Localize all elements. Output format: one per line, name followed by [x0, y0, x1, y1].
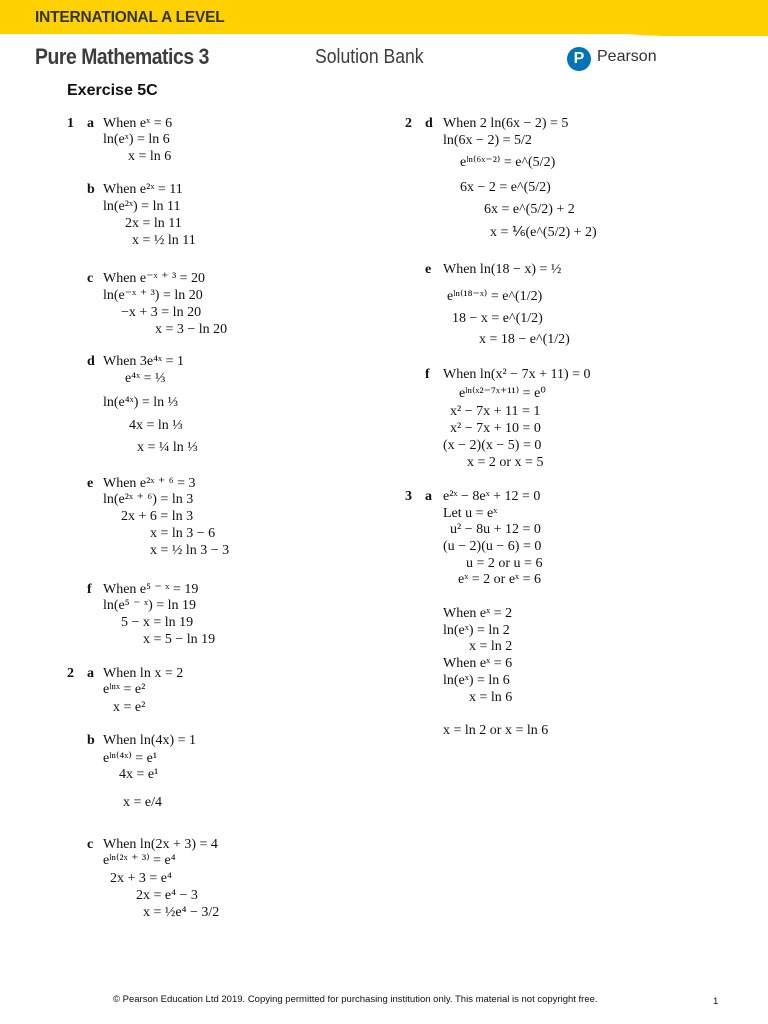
solution-line: When ln x = 2 [103, 666, 184, 681]
header-banner [0, 0, 768, 36]
solution-line: −x + 3 = ln 20 [121, 305, 202, 320]
question-part: a [87, 116, 94, 131]
solution-line: When 3e⁴ˣ = 1 [103, 354, 184, 369]
solution-line: 2x + 3 = e⁴ [110, 871, 172, 886]
solution-line: x = ln 6 [469, 690, 513, 705]
question-number: 2 [67, 666, 74, 681]
question-part: c [87, 837, 94, 852]
exercise-heading: Exercise 5C [67, 82, 158, 99]
solution-line: x² − 7x + 11 = 1 [450, 404, 541, 419]
solution-line: eˣ = 2 or eˣ = 6 [458, 572, 541, 587]
pearson-logo [567, 46, 663, 74]
question-part: f [87, 582, 92, 597]
solution-line: Let u = eˣ [443, 506, 498, 521]
solution-line: 2x = ln 11 [125, 216, 182, 231]
solution-line: 5 − x = ln 19 [121, 615, 194, 630]
pearson-logo-icon: P [567, 47, 591, 71]
question-part: e [87, 476, 94, 491]
solution-line: ln(eˣ) = ln 2 [443, 623, 510, 638]
solution-line: 2x + 6 = ln 3 [121, 509, 194, 524]
solution-line: x = ½e⁴ − 3/2 [143, 905, 220, 920]
solution-line: When ln(2x + 3) = 4 [103, 837, 218, 852]
solution-line: 2x = e⁴ − 3 [136, 888, 198, 903]
solution-line: eˡⁿ⁽²ˣ ⁺ ³⁾ = e⁴ [103, 853, 176, 868]
solution-line: x = e² [113, 700, 146, 715]
page-subtitle: Solution Bank [315, 46, 424, 68]
solution-line: 4x = e¹ [119, 767, 159, 782]
solution-line: When ln(4x) = 1 [103, 733, 197, 748]
question-part: a [425, 489, 432, 504]
question-part: a [87, 666, 94, 681]
question-part: d [425, 116, 433, 131]
solution-line: (x − 2)(x − 5) = 0 [443, 438, 542, 453]
question-part: e [425, 262, 432, 277]
solution-line: When 2 ln(6x − 2) = 5 [443, 116, 569, 131]
question-part: f [425, 367, 430, 382]
solution-line: When e²ˣ = 11 [103, 182, 183, 197]
solution-line: x = ln 6 [128, 149, 172, 164]
pearson-logo-word: Pearson [597, 48, 657, 65]
solution-line: When eˣ = 2 [443, 606, 513, 621]
solution-line: e⁴ˣ = ⅓ [125, 371, 166, 386]
solution-line: u² − 8u + 12 = 0 [450, 522, 541, 537]
solution-line: eˡⁿ⁽⁶ˣ⁻²⁾ = e^(5/2) [460, 155, 556, 170]
solution-line: 6x = e^(5/2) + 2 [484, 202, 575, 217]
solution-line: eˡⁿ⁽ˣ²⁻⁷ˣ⁺¹¹⁾ = e⁰ [459, 386, 546, 401]
page-title: Pure Mathematics 3 [35, 44, 209, 69]
solution-line: x = ⅙(e^(5/2) + 2) [490, 225, 597, 240]
solution-line: 18 − x = e^(1/2) [452, 311, 543, 326]
solution-line: u = 2 or u = 6 [466, 556, 543, 571]
page-number: 1 [713, 996, 719, 1007]
solution-line: x = ln 2 [469, 639, 513, 654]
solution-line: eˡⁿ⁽⁴ˣ⁾ = e¹ [103, 751, 158, 766]
solution-line: x = ¼ ln ⅓ [137, 440, 198, 455]
solution-line: eˡⁿ⁽¹⁸⁻ˣ⁾ = e^(1/2) [447, 289, 543, 304]
solution-line: x = 5 − ln 19 [143, 632, 216, 647]
banner-label: INTERNATIONAL A LEVEL [35, 9, 225, 26]
solution-line: ln(e⁵ ⁻ ˣ) = ln 19 [103, 598, 197, 613]
question-part: c [87, 271, 94, 286]
solution-line: ln(e²ˣ) = ln 11 [103, 199, 181, 214]
solution-line: e²ˣ − 8eˣ + 12 = 0 [443, 489, 541, 504]
solution-line: x = ln 2 or x = ln 6 [443, 723, 549, 738]
question-number: 2 [405, 116, 412, 131]
question-part: b [87, 733, 95, 748]
solution-line: ln(e⁻ˣ ⁺ ³) = ln 20 [103, 288, 203, 303]
solution-line: x = ½ ln 11 [132, 233, 196, 248]
solution-line: x = e/4 [123, 795, 162, 810]
question-part: b [87, 182, 95, 197]
question-number: 1 [67, 116, 74, 131]
solution-line: ln(e²ˣ ⁺ ⁶) = ln 3 [103, 492, 194, 507]
solution-line: ln(eˣ) = ln 6 [443, 673, 510, 688]
solution-line: x = ½ ln 3 − 3 [150, 543, 230, 558]
solution-line: When e⁵ ⁻ ˣ = 19 [103, 582, 199, 597]
question-part: d [87, 354, 95, 369]
solution-line: When e⁻ˣ ⁺ ³ = 20 [103, 271, 206, 286]
solution-line: When eˣ = 6 [443, 656, 513, 671]
solution-line: When eˣ = 6 [103, 116, 173, 131]
solution-line: x = 18 − e^(1/2) [479, 332, 570, 347]
copyright-footer: © Pearson Education Ltd 2019. Copying permitted for purchasing institution only. This material is not copyright free. [113, 994, 598, 1005]
solution-line: When e²ˣ ⁺ ⁶ = 3 [103, 476, 196, 491]
question-number: 3 [405, 489, 412, 504]
solution-line: x = 3 − ln 20 [155, 322, 228, 337]
solution-line: x² − 7x + 10 = 0 [450, 421, 541, 436]
solution-line: x = ln 3 − 6 [150, 526, 216, 541]
solution-line: eˡⁿˣ = e² [103, 682, 146, 697]
solution-line: ln(eˣ) = ln 6 [103, 132, 170, 147]
solution-line: ln(6x − 2) = 5/2 [443, 133, 532, 148]
solution-line: 4x = ln ⅓ [129, 418, 183, 433]
solution-line: ln(e⁴ˣ) = ln ⅓ [103, 395, 179, 410]
solution-line: When ln(18 − x) = ½ [443, 262, 562, 277]
solution-line: 6x − 2 = e^(5/2) [460, 180, 551, 195]
solution-line: When ln(x² − 7x + 11) = 0 [443, 367, 591, 382]
solution-line: x = 2 or x = 5 [467, 455, 544, 470]
solution-line: (u − 2)(u − 6) = 0 [443, 539, 542, 554]
